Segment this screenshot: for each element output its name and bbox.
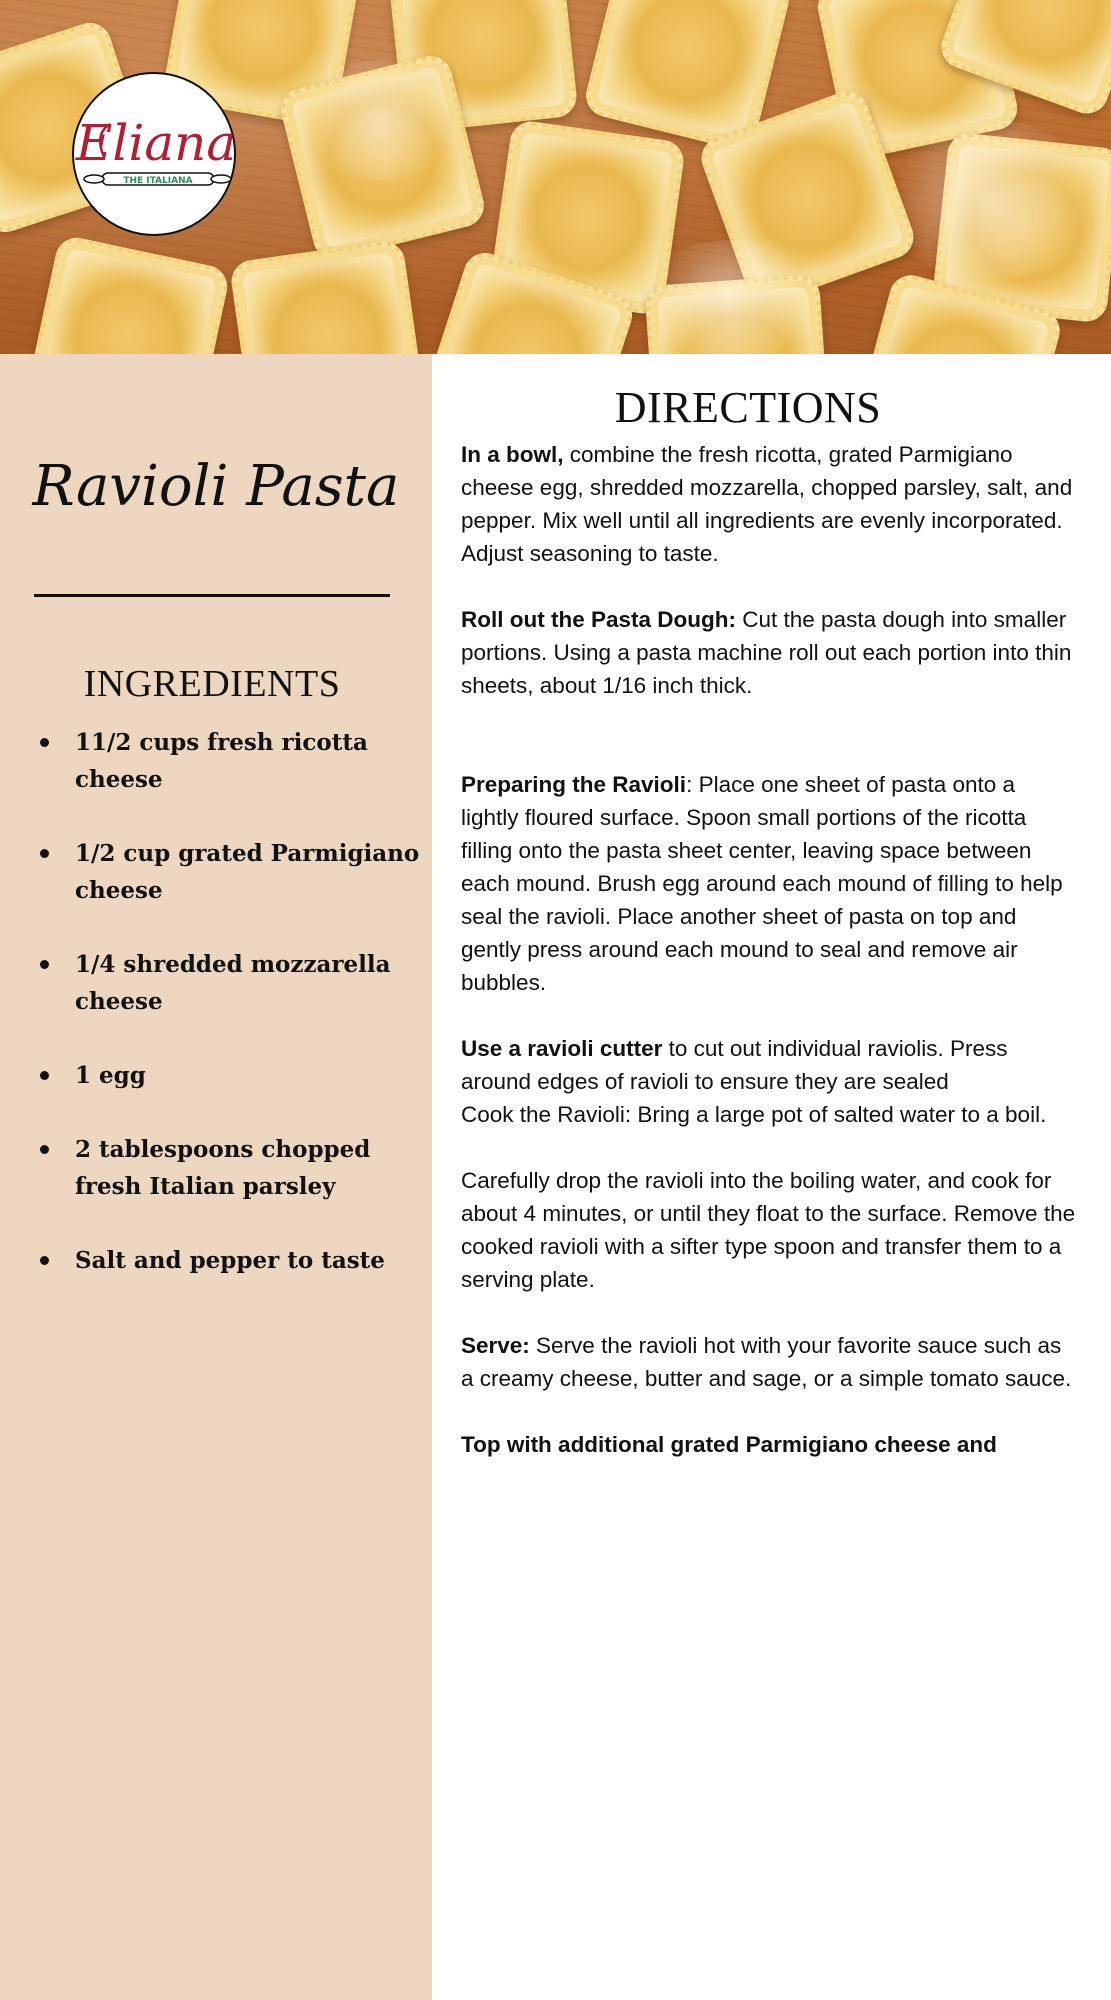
direction-step-2: Roll out the Pasta Dough: Cut the pasta dough into smaller portions. Using a pasta machine roll out each portion into thin sheets, about 1/16 inch thick. <box>461 607 1072 698</box>
bullet-icon <box>40 849 49 858</box>
recipe-title: Ravioli Pasta <box>32 454 400 519</box>
ingredients-list <box>40 724 420 1316</box>
ingredients-panel <box>0 354 432 2000</box>
direction-step-7: Top with additional grated Parmigiano cheese and <box>461 1432 997 1457</box>
ingredient-item: 2 tablespoons chopped fresh Italian parsley <box>40 1131 420 1205</box>
bullet-icon <box>40 1071 49 1080</box>
ingredients-heading: INGREDIENTS <box>83 663 341 705</box>
brand-logo <box>72 72 236 236</box>
logo-script-text: Eliana <box>75 114 237 172</box>
logo-banner-text: THE ITALIANA <box>123 176 193 186</box>
directions-panel <box>432 354 1111 2000</box>
directions-body <box>461 438 1076 1461</box>
direction-step-3: Preparing the Ravioli: Place one sheet of pasta onto a lightly floured surface. Spoon small portions of the ricotta filling onto the pasta sheet center, leaving space between each mound. Brush egg around each mound of filling to help seal the ravioli. Place another sheet of pasta on top and gently press around each mound to seal and remove air bubbles. <box>461 772 1063 995</box>
hero-pasta-photo <box>0 0 1111 354</box>
ingredient-item: 1/4 shredded mozzarella cheese <box>40 946 420 1020</box>
direction-note-1: Adjust seasoning to taste. <box>461 541 719 566</box>
bullet-icon <box>40 960 49 969</box>
bullet-icon <box>40 1145 49 1154</box>
direction-step-4: Use a ravioli cutter to cut out individual raviolis. Press around edges of ravioli to ensure they are sealed <box>461 1036 1008 1094</box>
ingredient-item: 11/2 cups fresh ricotta cheese <box>40 724 420 798</box>
direction-step-5: Carefully drop the ravioli into the boiling water, and cook for about 4 minutes, or until they float to the surface. Remove the cooked ravioli with a sifter type spoon and transfer them to a serving plate. <box>461 1168 1076 1292</box>
direction-step-6: Serve: Serve the ravioli hot with your favorite sauce such as a creamy cheese, butter and sage, or a simple tomato sauce. <box>461 1333 1072 1391</box>
directions-heading: DIRECTIONS <box>614 383 882 432</box>
title-divider <box>34 594 390 597</box>
direction-note-4: Cook the Ravioli: Bring a large pot of salted water to a boil. <box>461 1102 1047 1127</box>
bullet-icon <box>40 738 49 747</box>
ingredient-item: Salt and pepper to taste <box>40 1242 420 1279</box>
direction-step-1: In a bowl, combine the fresh ricotta, grated Parmigiano cheese egg, shredded mozzarella, chopped parsley, salt, and pepper. Mix well until all ingredients are evenly incorporated. <box>461 442 1073 533</box>
ingredient-item: 1/2 cup grated Parmigiano cheese <box>40 835 420 909</box>
bullet-icon <box>40 1256 49 1265</box>
ingredient-item: 1 egg <box>40 1057 420 1094</box>
